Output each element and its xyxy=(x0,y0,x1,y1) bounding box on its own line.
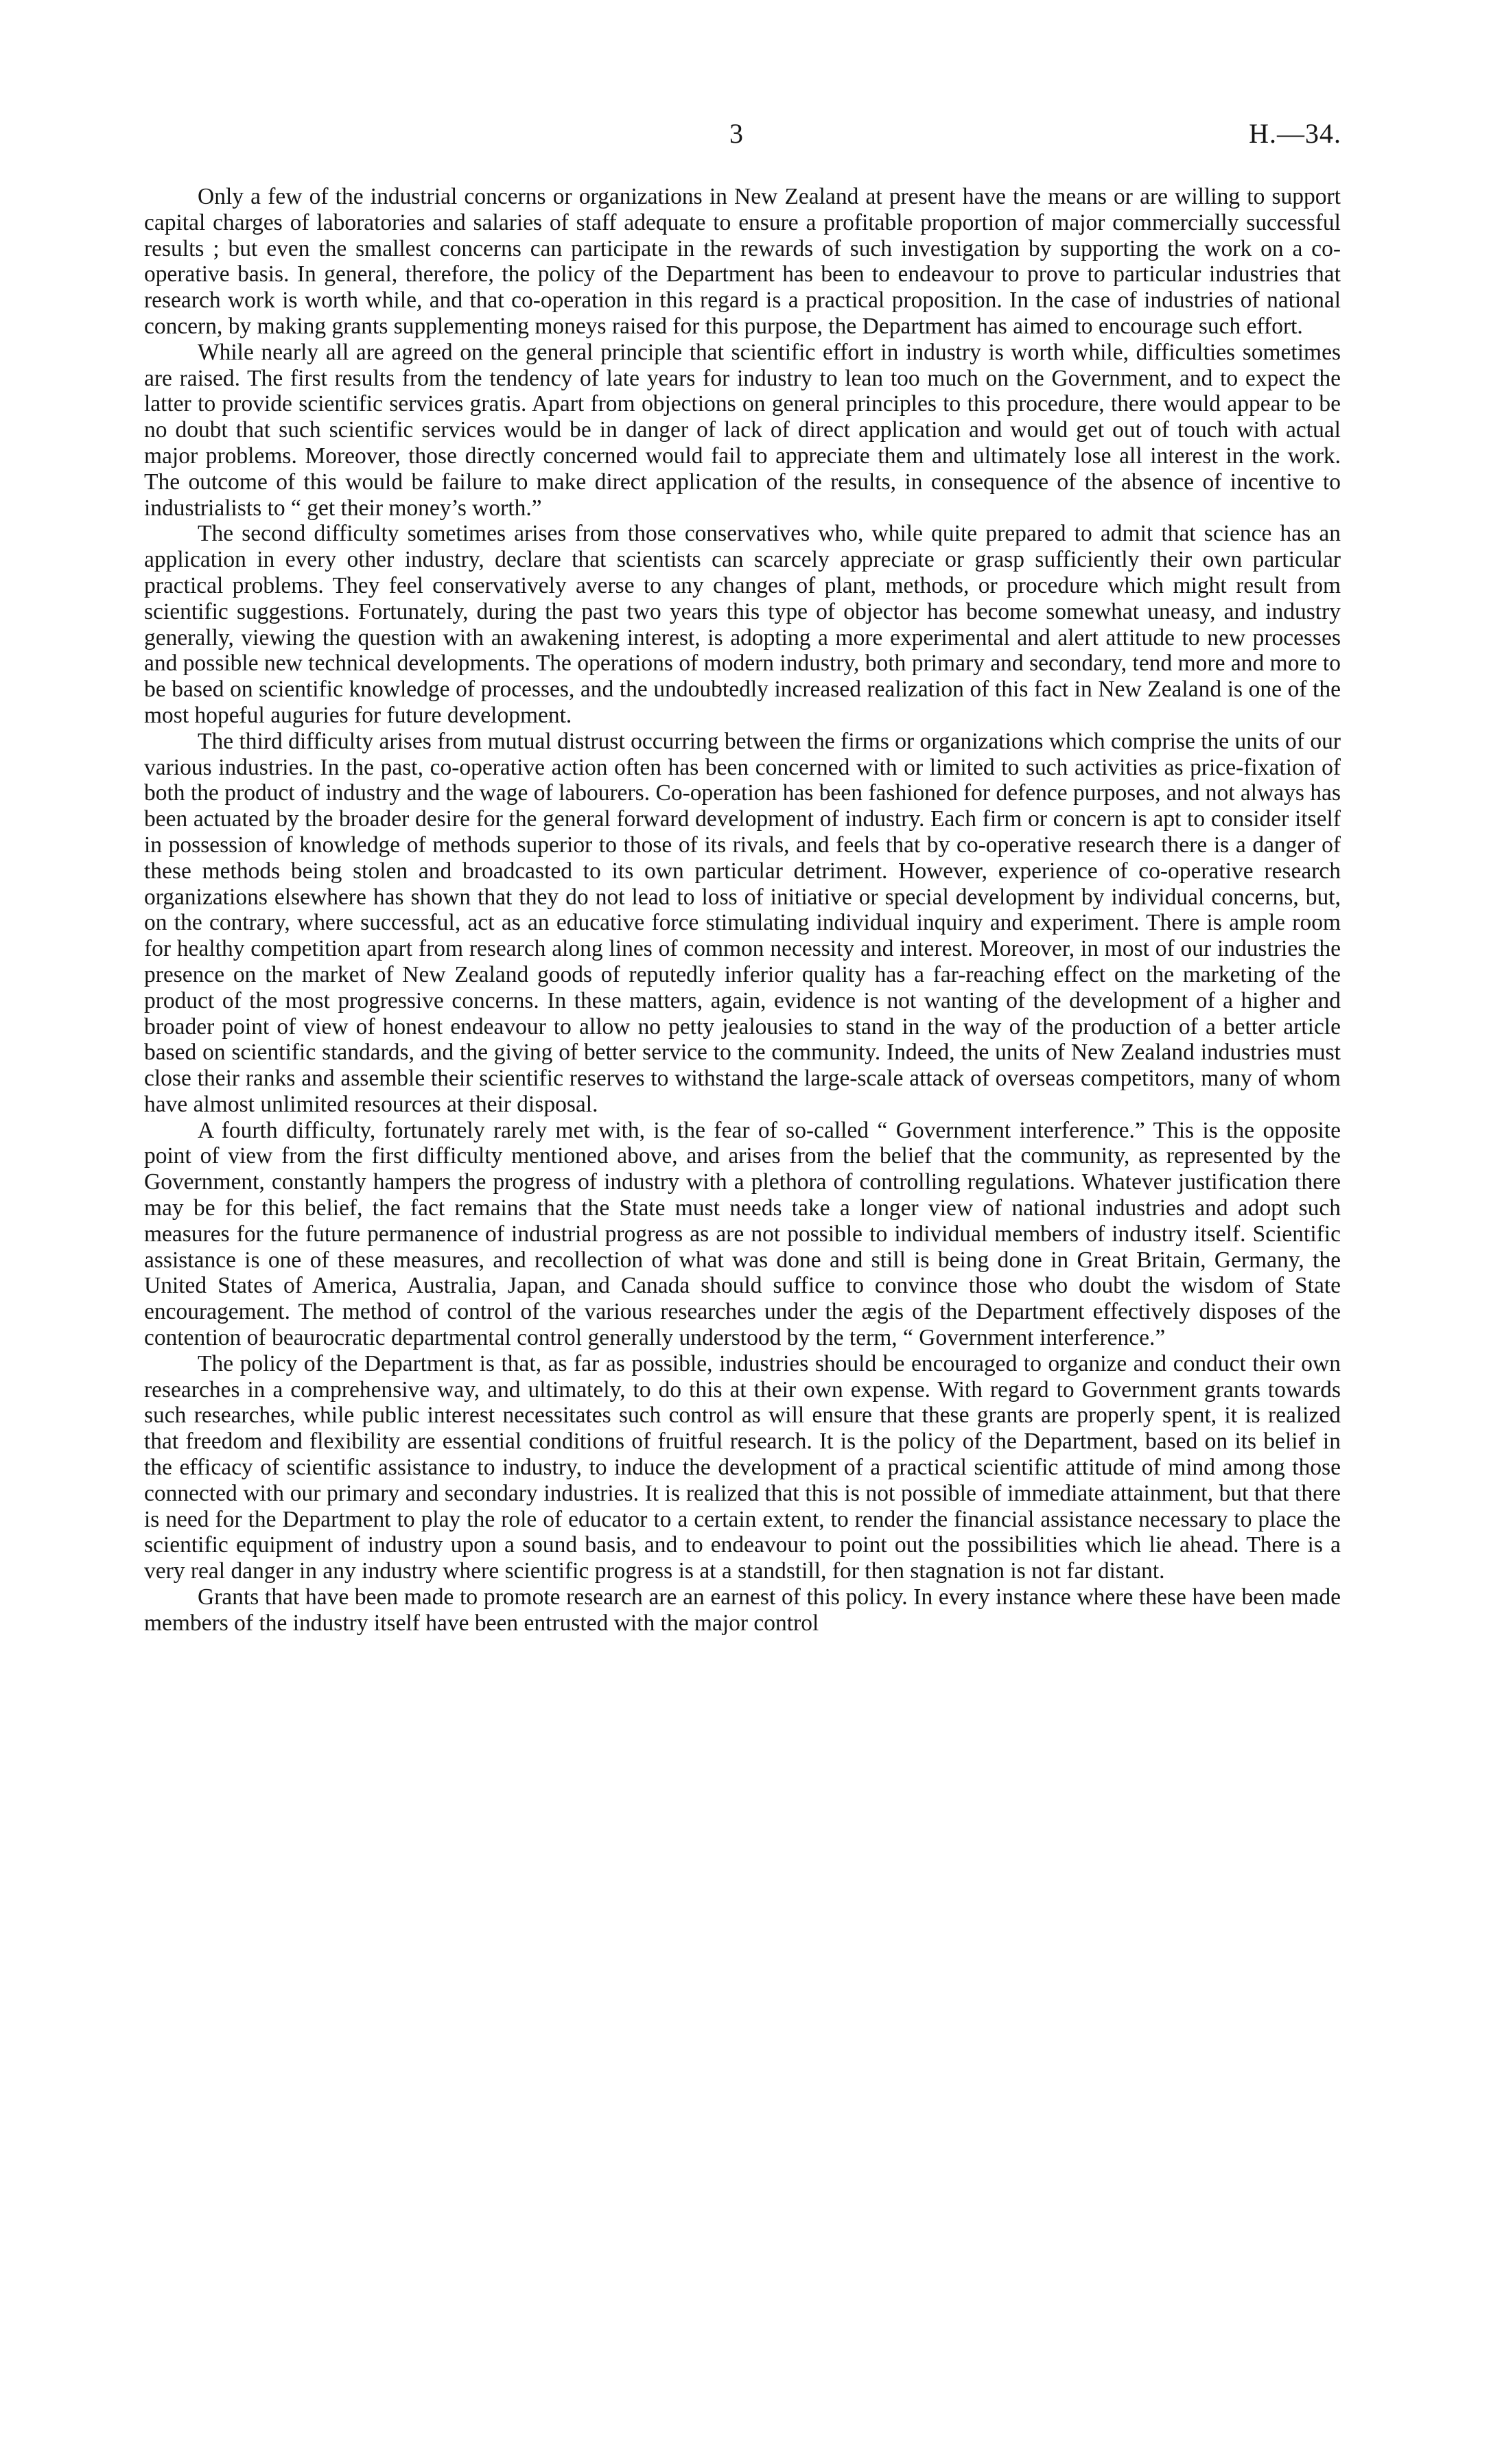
paragraph-second-difficulty: The second difficulty sometimes arises from those conservatives who, while quite prepared to admit that science has an application in every other industry, declare that scientists can scarcely appreciate or grasp sufficiently their own particular practical problems. They feel conservatively averse to any changes of plant, methods, or procedure which might result from scientific suggestions. Fortunately, during the past two years this type of objector has become somewhat uneasy, and industry generally, viewing the question with an awakening interest, is adopting a more experimental and alert attitude to new processes and possible new technical developments. The operations of modern industry, both primary and secondary, tend more and more to be based on scientific knowledge of processes, and the undoubtedly increased realization of this fact in New Zealand is one of the most hopeful auguries for future development. xyxy=(144,521,1341,728)
paragraph-third-difficulty: The third difficulty arises from mutual distrust occurring between the firms or organizations which comprise the units of our various industries. In the past, co-operative action often has been concerned with or limited to such activities as price-fixation of both the product of industry and the wage of labourers. Co-operation has been fashioned for defence purposes, and not always has been actuated by the broader desire for the general forward development of industry. Each firm or concern is apt to consider itself in possession of knowledge of methods superior to those of its rivals, and feels that by co-operative research there is a danger of these methods being stolen and broadcasted to its own particular detriment. However, experience of co-operative research organizations elsewhere has shown that they do not lead to loss of initiative or special development by individual concerns, but, on the contrary, where successful, act as an educative force stimulating individual inquiry and experiment. There is ample room for healthy competition apart from research along lines of common necessity and interest. Moreover, in most of our industries the presence on the market of New Zealand goods of reputedly inferior quality has a far-reaching effect on the marketing of the product of the most progressive concerns. In these matters, again, evidence is not wanting of the development of a higher and broader point of view of honest endeavour to allow no petty jealousies to stand in the way of the production of a better article based on scientific standards, and the giving of better service to the community. Indeed, the units of New Zealand industries must close their ranks and assemble their scientific reserves to withstand the large-scale attack of overseas competitors, many of whom have almost unlimited resources at their disposal. xyxy=(144,728,1341,1117)
paragraph-department-policy: The policy of the Department is that, as far as possible, industries should be encouraged to organize and conduct their own researches in a comprehensive way, and ultimately, to do this at their own expense. With regard to Government grants towards such researches, while public interest necessitates such control as will ensure that these grants are properly spent, it is realized that freedom and flexibility are essential conditions of fruitful research. It is the policy of the Department, based on its belief in the efficacy of scientific assistance to industry, to induce the development of a practical scientific attitude of mind among those connected with our primary and secondary industries. It is realized that this is not possible of immediate attainment, but that there is need for the Department to play the role of educator to a certain extent, to render the financial assistance necessary to place the scientific equipment of industry upon a sound basis, and to endeavour to point out the possibilities which lie ahead. There is a very real danger in any industry where scientific progress is at a standstill, for then stagnation is not far distant. xyxy=(144,1350,1341,1584)
document-body xyxy=(144,184,1341,1636)
page-number: 3 xyxy=(729,118,743,149)
paragraph-grants: Grants that have been made to promote research are an earnest of this policy. In every instance where these have been made members of the industry itself have been entrusted with the major control xyxy=(144,1584,1341,1636)
paragraph-industrial-concerns: Only a few of the industrial concerns or organizations in New Zealand at present have the means or are willing to support capital charges of laboratories and salaries of staff adequate to ensure a profitable proportion of major commercially successful results ; but even the smallest concerns can participate in the rewards of such investigation by supporting the work on a co-operative basis. In general, therefore, the policy of the Department has been to endeavour to prove to particular industries that research work is worth while, and that co-operation in this regard is a practical proposition. In the case of industries of national concern, by making grants supplementing moneys raised for this purpose, the Department has aimed to encourage such effort. xyxy=(144,184,1341,339)
page-header xyxy=(0,117,1491,158)
paragraph-general-principle: While nearly all are agreed on the general principle that scientific effort in industry is worth while, difficulties sometimes are raised. The first results from the tendency of late years for industry to lean too much on the Government, and to expect the latter to provide scientific services gratis. Apart from objections on general principles to this procedure, there would appear to be no doubt that such scientific services would be in danger of lack of direct application and would get out of touch with actual major problems. Moreover, those directly concerned would fail to appreciate them and ultimately lose all interest in the work. The outcome of this would be failure to make direct application of the results, in consequence of the absence of incentive to industrialists to “ get their money’s worth.” xyxy=(144,339,1341,521)
paragraph-fourth-difficulty: A fourth difficulty, fortunately rarely met with, is the fear of so-called “ Government interference.” This is the opposite point of view from the first difficulty mentioned above, and arises from the belief that the community, as represented by the Government, constantly hampers the progress of industry with a plethora of controlling regulations. Whatever justification there may be for this belief, the fact remains that the State must needs take a longer view of national industries and adopt such measures for the future permanence of industrial progress as are not possible to individual members of industry itself. Scientific assistance is one of these measures, and recollection of what was done and still is being done in Great Britain, Germany, the United States of America, Australia, Japan, and Canada should suffice to convince those who doubt the wisdom of State encouragement. The method of control of the various researches under the ægis of the Department effectively disposes of the contention of beaurocratic departmental control generally understood by the term, “ Government interference.” xyxy=(144,1117,1341,1351)
document-reference: H.—34. xyxy=(1249,118,1341,149)
